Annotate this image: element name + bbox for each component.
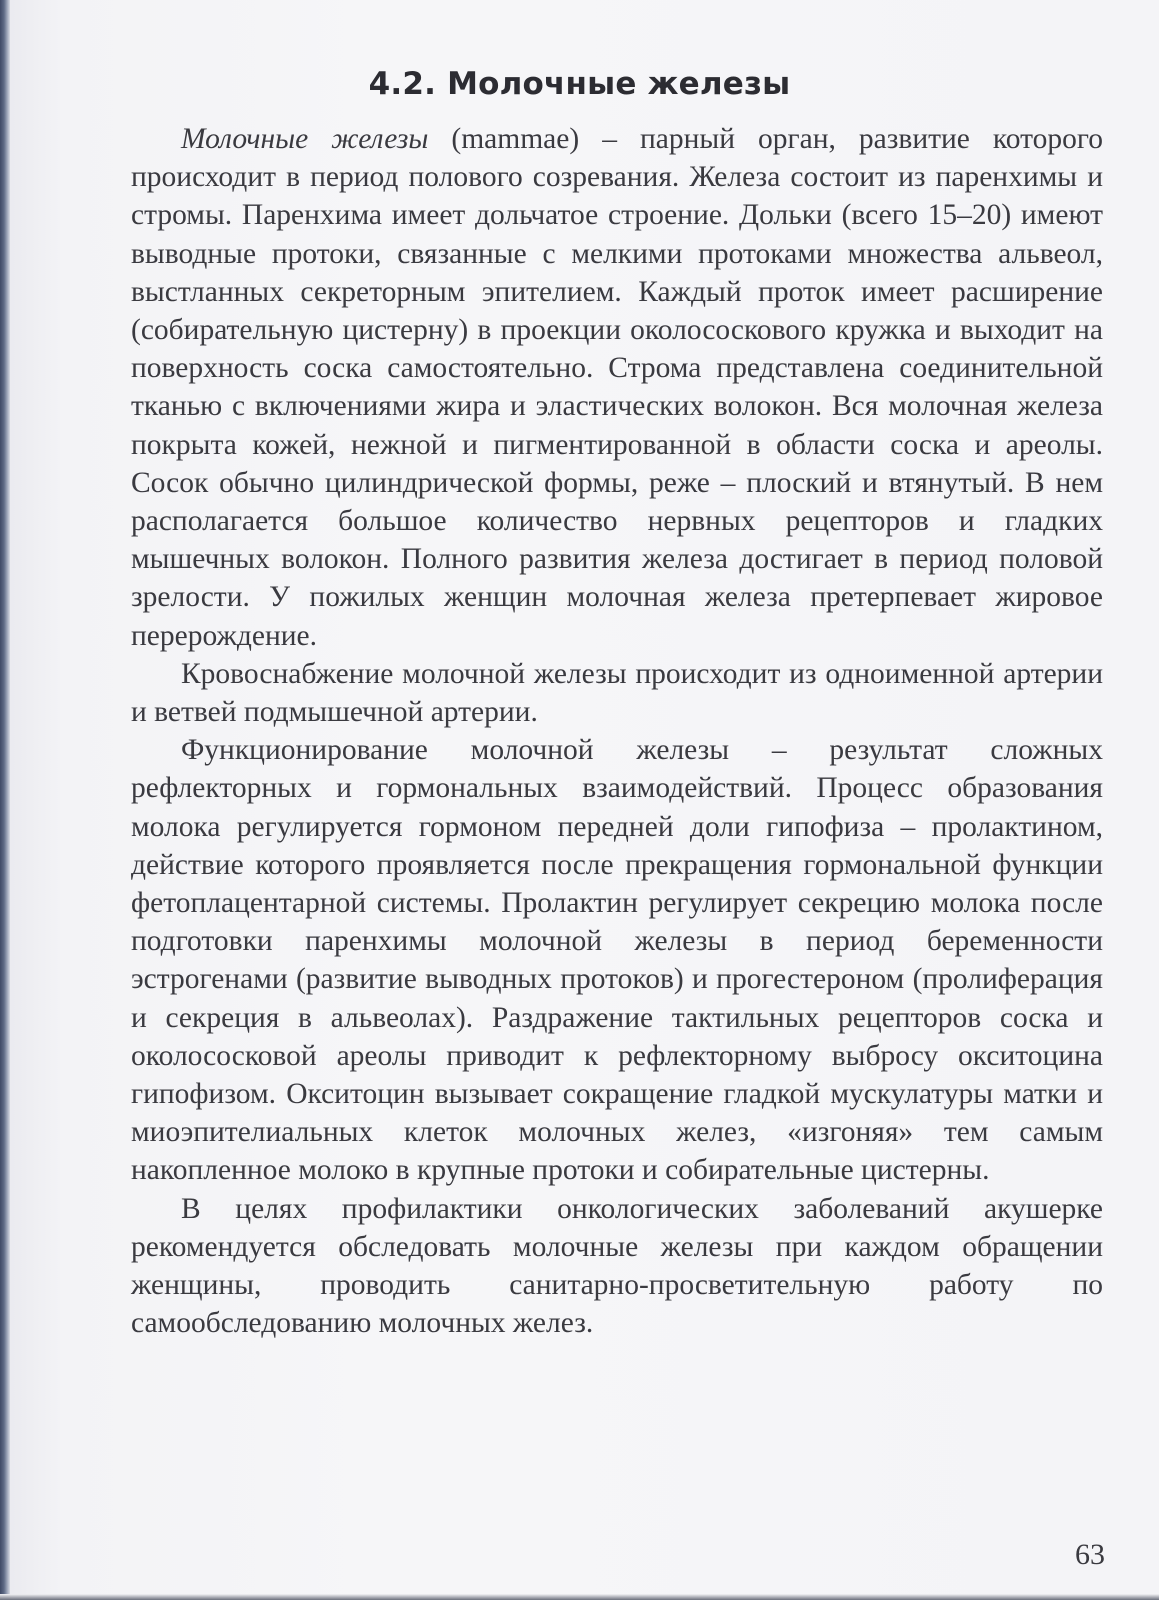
section-heading: 4.2. Молочные железы bbox=[368, 65, 791, 102]
page-number: 63 bbox=[1075, 1538, 1105, 1571]
paragraph-1 bbox=[131, 120, 1103, 655]
term-italic: Молочные железы bbox=[181, 123, 429, 155]
paragraph-1-text: (mammae) – парный орган, развитие которого происходит в период полового созревания. Железа состоит из паренхимы и стромы. Паренхима имеет дольчатое строение. Дольки (всего 15–20) имеют выводные протоки, связанные с мелкими протоками множества альвеол, выстланных секреторным эпителием. Каждый проток имеет расширение (собирательную цистерну) в проекции околососкового кружка и выходит на поверхность соска самостоятельно. Строма представлена соединительной тканью с включениями жира и эластических волокон. Вся молочная железа покрыта кожей, нежной и пигментированной в области соска и ареолы. Сосок обычно цилиндрической формы, реже – плоский и втянутый. В нем располагается большое количество нервных рецепторов и гладких мышечных волокон. Полного развития железа достигает в период половой зрелости. У пожилых женщин молочная железа претерпевает жировое перерождение. bbox=[131, 123, 1103, 652]
paragraph-2: Кровоснабжение молочной железы происходит из одноименной артерии и ветвей подмышечной артерии. bbox=[131, 657, 1103, 729]
page-bottom-edge bbox=[0, 1594, 1159, 1600]
book-spine-edge bbox=[0, 0, 10, 1600]
paragraph-3: Функционирование молочной железы – результат сложных рефлекторных и гормональных взаимодействий. Процесс образования молока регулируется гормоном передней доли гипофиза – пролактином, действие которого проявляется после прекращения гормональной функции фетоплацентарной системы. Пролактин регулирует секрецию молока после подготовки паренхимы молочной железы в период беременности эстрогенами (развитие выводных протоков) и прогестероном (пролиферация и секреция в альвеолах). Раздражение тактильных рецепторов соска и околососковой ареолы приводит к рефлекторному выбросу окситоцина гипофизом. Окситоцин вызывает сокращение гладкой мускулатуры матки и миоэпителиальных клеток молочных желез, «изгоняя» тем самым накопленное молоко в крупные протоки и собирательные цистерны. bbox=[131, 734, 1103, 1187]
body-text bbox=[131, 120, 1103, 1343]
paragraph-4: В целях профилактики онкологических заболеваний акушерке рекомендуется обследовать молочные железы при каждом обращении женщины, проводить санитарно-просветительную работу по самообследованию молочных желез. bbox=[131, 1192, 1103, 1340]
